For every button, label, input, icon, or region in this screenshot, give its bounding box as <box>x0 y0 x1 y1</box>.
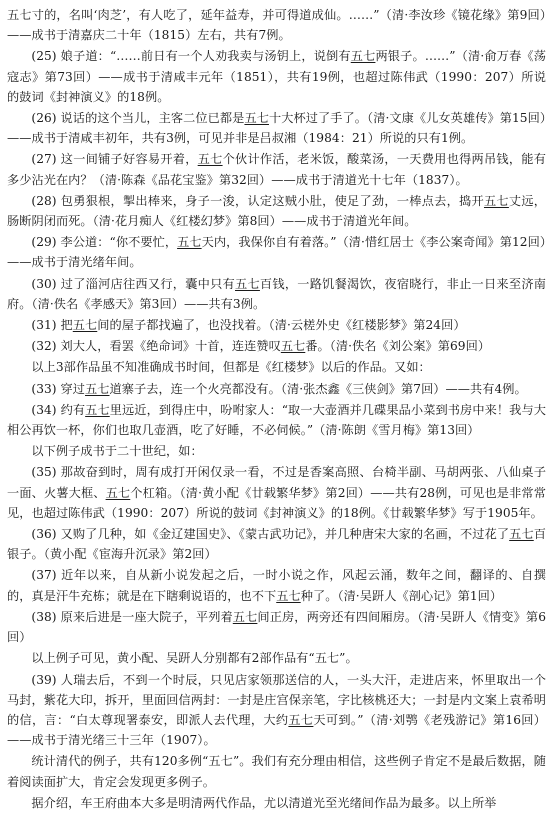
underlined-term: 五七 <box>105 485 131 500</box>
example-paragraph <box>7 46 546 107</box>
paragraph-text: (27) 这一间铺子好容易开着， <box>31 152 198 167</box>
paragraph-text: 天可到。”（清·刘鹗《老残游记》第16回）——成书于清光绪三十三年（1907）。 <box>7 712 546 748</box>
underlined-term: 五七 <box>280 339 306 354</box>
paragraph-text: 个伙计作活，老米饭，酸菜汤，一天费用也得两吊钱，能有多少沾光在内？（清·陈森《品花宝鉴》第32回）——成书于清道光十七年（1837）。 <box>7 152 546 187</box>
paragraph-text: 统计清代的例子，共有120多例“五七”。我们有充分理由相信，这些例子肯定不是最后数据，随着阅读面扩大，肯定会发现更多例子。 <box>7 754 546 789</box>
paragraph-text: 十大杯过了手了。（清·文康《儿女英雄传》第15回）——成书于清咸丰初年，共有3例，可见并非是吕叔湘（1984：21）所说的只有1例。 <box>7 111 546 146</box>
underlined-term: 五七 <box>350 49 376 64</box>
example-paragraph <box>7 462 546 523</box>
example-paragraph <box>7 336 546 356</box>
underlined-term: 五七 <box>197 152 223 167</box>
example-paragraph <box>7 315 546 335</box>
text-paragraph <box>7 5 546 45</box>
text-paragraph <box>7 357 546 377</box>
underlined-term: 五七 <box>235 276 260 291</box>
example-paragraph <box>7 524 546 564</box>
paragraph-text: (25) 娘子道：“……前日有一个人劝我卖与汤钥上，说倒有 <box>31 49 351 64</box>
underlined-term: 五七 <box>177 235 202 250</box>
paragraph-text: (37) 近年以来，自从新小说发起之后，一时小说之作，风起云涌，数年之间，翻译的、自撰的，真是汗牛充栋；就是在下瞎剩说语的，也不下 <box>7 568 546 603</box>
underlined-term: 五七 <box>244 111 269 126</box>
paragraph-text: (26) 说话的这个当儿，主客二位已都是 <box>31 111 245 126</box>
underlined-term: 五七 <box>288 712 314 727</box>
example-paragraph <box>7 232 546 272</box>
example-paragraph <box>7 191 546 231</box>
paragraph-text: (30) 过了淄河店往西又行，囊中只有 <box>31 276 236 291</box>
paragraph-text: 以上3部作品虽不知准确成书时间，但都是《红楼梦》以后的作品。又如： <box>31 360 431 375</box>
example-paragraph <box>7 670 546 751</box>
underlined-term: 五七 <box>85 381 110 396</box>
paragraph-text: (38) 原来后进是一座大院子，平列着 <box>31 609 233 624</box>
paragraph-text: 丈远，肠断阴闭而死。（清·花月痴人《红楼幻梦》第8回）——成书于清道光年间。 <box>7 193 547 229</box>
paragraph-text: 番。（清·佚名《刘公案》第69回） <box>305 339 491 354</box>
paragraph-text: (31) 把 <box>31 318 73 333</box>
paragraph-text: (33) 穿过 <box>31 381 86 396</box>
paragraph-text: 以上例子可见，黄小配、吴趼人分别都有2部作品有“五七”。 <box>31 651 358 666</box>
example-paragraph <box>7 108 546 148</box>
underlined-term: 五七 <box>232 609 258 624</box>
paragraph-text: 以下例子成书于二十世纪，如： <box>31 444 203 459</box>
paragraph-text: (29) 李公道：“你不要忙， <box>31 235 178 250</box>
paragraph-text: 间正房，两旁还有四间厢房。（清·吴趼人《情变》第6回） <box>7 609 546 645</box>
paragraph-text: (36) 又购了几种，如《金辽建国史》、《蒙古武功记》，并几种唐宋大家的名画，不过花了 <box>31 527 510 542</box>
paragraph-text: (34) 约有 <box>31 402 86 417</box>
example-paragraph <box>7 400 546 440</box>
paragraph-text: 两银子。……”（清·俞万春《荡寇志》第73回）——成书于清咸丰元年（1851），共有19例，也超过陈伟武（1990：207）所说的鼓词《封神演义》的18例。 <box>7 49 547 104</box>
text-paragraph <box>7 441 546 461</box>
paragraph-text: 间的屋子都找遍了，也没找着。（清·云槎外史《红楼影梦》第24回） <box>97 318 466 333</box>
underlined-term: 五七 <box>85 402 110 417</box>
underlined-term: 五七 <box>509 527 534 542</box>
paragraph-text: 里远近，到得庄中，吩咐家人：“取一大壶酒并几碟果品小菜到书房中来！我与大相公再饮一杯，你们也取几壶酒，吃了好睡，不必伺候。”（清·陈朗《雪月梅》第13回） <box>7 402 546 438</box>
paragraph-text: (32) 刘大人，看罢《绝命词》十首，连连赞叹 <box>31 339 281 354</box>
example-paragraph <box>7 274 546 314</box>
paragraph-text: 据介绍，车王府曲本大多是明清两代作品，尤以清道光至光绪间作品为最多。以上所举 <box>31 795 497 810</box>
text-paragraph <box>7 648 546 668</box>
paragraph-text: 百钱，一路饥餐渴饮，夜宿晓行，非止一日来至济南府。（清·佚名《孝感天》第3回）——共有3例。 <box>7 276 547 311</box>
text-paragraph <box>7 751 546 791</box>
paragraph-text: (28) 包勇狠根，掣出棒来，身子一浚，认定这贼小肚，使足了劲，一棒点去，捣开 <box>31 193 484 208</box>
paragraph-text: (39) 人瑞去后，不到一个时辰，只见店家领那送信的人，一头大汗，走进店来，怀里取出一个马封，紫花大印，拆开，里面回信两封：一封是庄宫保亲笔，字比核桃还大；一封是内文案上袁希明的信，言：“白太尊现署泰安，即派人去代理，大约 <box>7 672 546 727</box>
paragraph-text: 个杠箱。（清·黄小配《廿载繁华梦》第2回）——共有28例，可见也是非常常见，也超过陈伟武（1990：207）所说的鼓词《封神演义》的18例。《廿载繁华梦》写于1905年。 <box>7 485 546 520</box>
example-paragraph <box>7 379 546 399</box>
paragraph-text: 百银子。（黄小配《宦海升沉录》第2回） <box>7 527 546 562</box>
underlined-term: 五七 <box>276 588 301 603</box>
paragraph-text: 种了。（清·吴趼人《剖心记》第1回） <box>300 588 503 603</box>
example-paragraph <box>7 149 546 189</box>
example-paragraph <box>7 607 546 647</box>
paragraph-text: 道寨子去，连一个火亮都没有。（清·张杰鑫《三侠剑》第7回）——共有4例。 <box>109 381 527 396</box>
paragraph-text: 天内，我保你自有着落。”（清·惜红居士《李公案奇闻》第12回）——成书于清光绪年间。 <box>7 235 547 270</box>
underlined-term: 五七 <box>72 318 98 333</box>
underlined-term: 五七 <box>483 193 509 208</box>
paragraph-text: (35) 那故奋到时，周有成打开闲仅录一看，不过是香案高照、台椅半副、马胡两张、八仙桌子一面、火薯大框、 <box>7 465 546 500</box>
text-paragraph <box>7 793 546 813</box>
paragraph-text: 五七寸的，名叫‘肉芝’，有人吃了，延年益寿，并可得道成仙。……”（清·李汝珍《镜花缘》第9回）——成书于清嘉庆二十年（1815）左右，共有7例。 <box>7 8 546 43</box>
example-paragraph <box>7 565 546 605</box>
